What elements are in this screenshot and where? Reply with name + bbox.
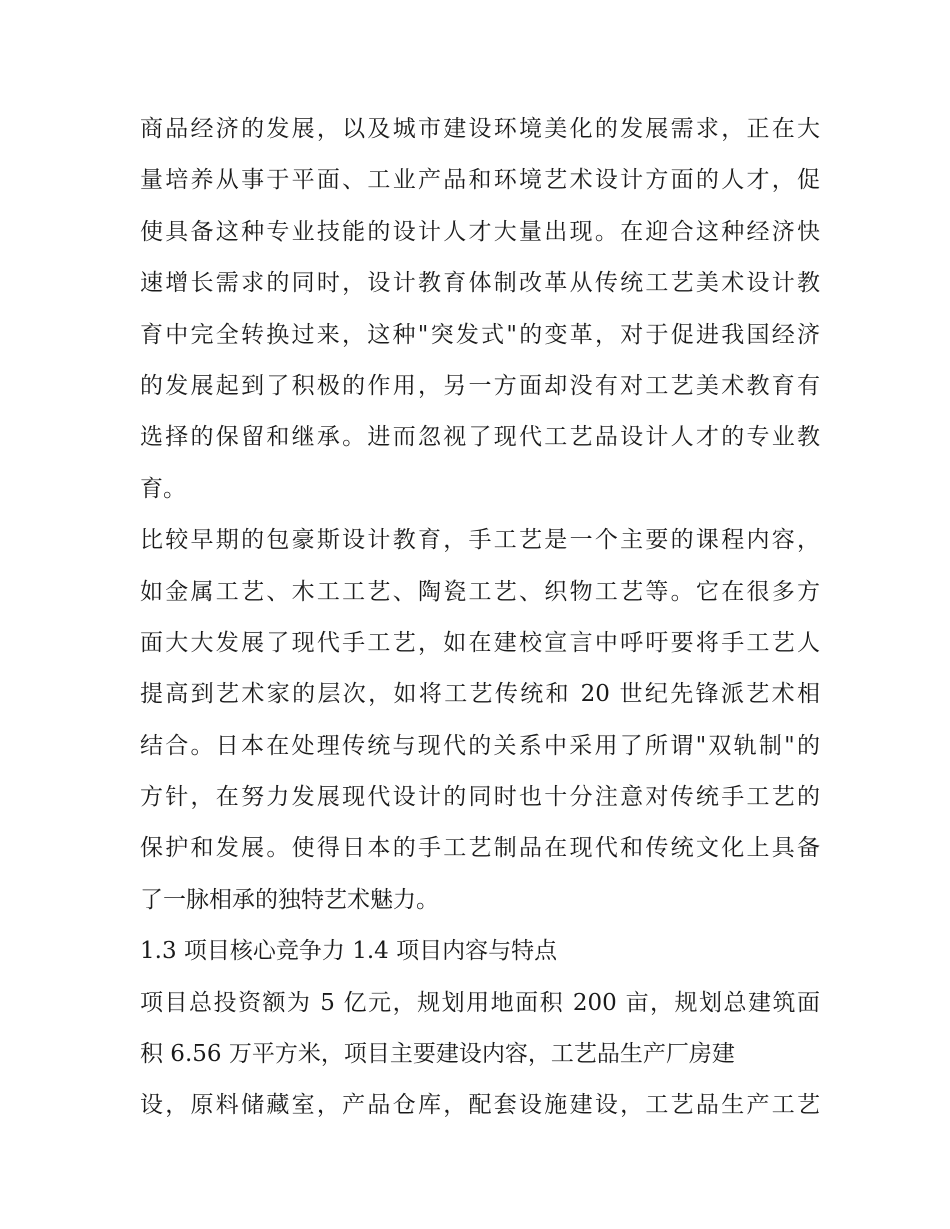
text-line: 量培养从事于平面、工业产品和环境艺术设计方面的人才，促 [140,167,820,194]
text-line: 使具备这种专业技能的设计人才大量出现。在迎合这种经济快 [140,218,820,245]
heading-line: 1.3 项目核心竞争力 1.4 项目内容与特点 [140,938,558,965]
text-line: 保护和发展。使得日本的手工艺制品在现代和传统文化上具备 [140,835,820,862]
text-line: 选择的保留和继承。进而忽视了现代工艺品设计人才的专业教 [140,424,820,451]
text-line: 育。 [140,475,186,502]
paragraph-bauhaus [140,515,820,926]
paragraph-design-education [140,104,820,515]
text-line: 速增长需求的同时，设计教育体制改革从传统工艺美术设计教 [140,270,820,297]
text-line: 比较早期的包豪斯设计教育，手工艺是一个主要的课程内容， [140,527,820,554]
text-line: 的发展起到了积极的作用，另一方面却没有对工艺美术教育有 [140,372,820,399]
text-line: 方针，在努力发展现代设计的同时也十分注意对传统手工艺的 [140,784,820,811]
text-line: 育中完全转换过来，这种"突发式"的变革，对于促进我国经济 [140,321,820,348]
text-line: 设，原料储藏室，产品仓库，配套设施建设，工艺品生产工艺 [140,1092,820,1119]
text-line: 结合。日本在处理传统与现代的关系中采用了所谓"双轨制"的 [140,732,820,759]
body-text [140,104,820,1132]
text-line: 商品经济的发展，以及城市建设环境美化的发展需求，正在大 [140,116,820,142]
text-line: 了一脉相承的独特艺术魅力。 [140,886,439,913]
text-line: 提高到艺术家的层次，如将工艺传统和 20 世纪先锋派艺术相 [140,681,820,708]
paragraph-project-investment [140,978,820,1132]
text-line: 项目总投资额为 5 亿元，规划用地面积 200 亩，规划总建筑面 [140,989,820,1016]
text-line: 积 6.56 万平方米，项目主要建设内容，工艺品生产厂房建 [140,1041,735,1068]
section-heading [140,926,820,977]
text-line: 面大大发展了现代手工艺，如在建校宣言中呼吁要将手工艺人 [140,629,820,656]
text-line: 如金属工艺、木工工艺、陶瓷工艺、织物工艺等。它在很多方 [140,578,820,605]
